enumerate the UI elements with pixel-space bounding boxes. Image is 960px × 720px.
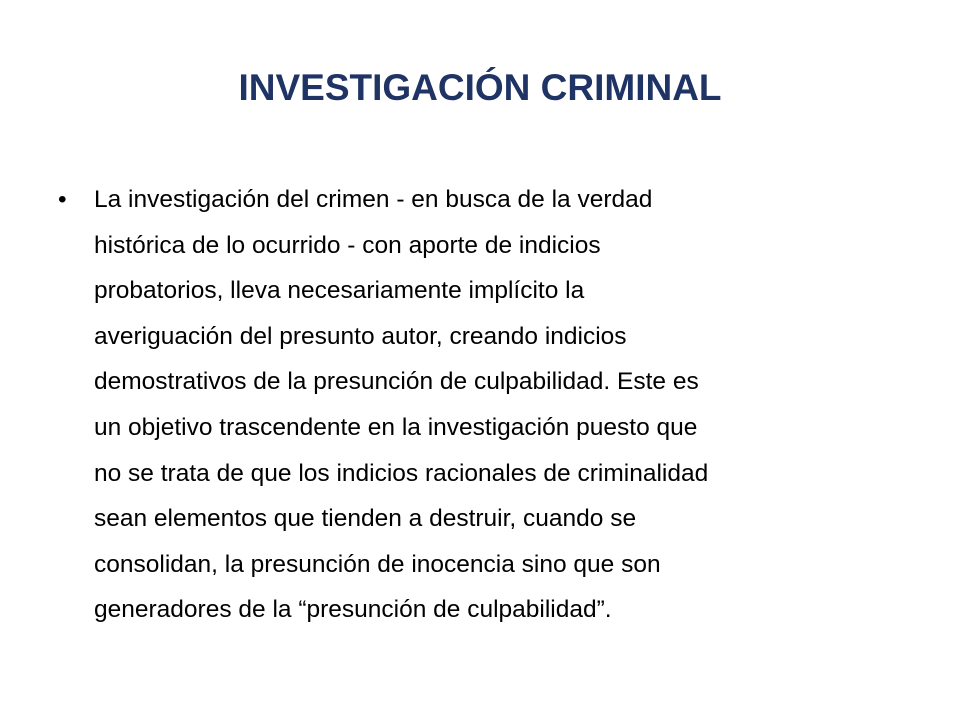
paragraph-line: demostrativos de la presunción de culpabilidad. Este es xyxy=(94,368,699,396)
paragraph-line: histórica de lo ocurrido - con aporte de indicios xyxy=(94,231,601,259)
paragraph-line: generadores de la “presunción de culpabilidad”. xyxy=(94,596,612,624)
paragraph-line: un objetivo trascendente en la investigación puesto que xyxy=(94,413,698,441)
bullet-marker: • xyxy=(58,186,67,213)
bullet-item xyxy=(58,177,908,633)
paragraph-line: no se trata de que los indicios racionales de criminalidad xyxy=(94,459,709,487)
slide-body xyxy=(58,177,908,633)
paragraph-line: probatorios, lleva necesariamente implícito la xyxy=(94,277,585,305)
paragraph-line: averiguación del presunto autor, creando indicios xyxy=(94,322,627,350)
slide-title: INVESTIGACIÓN CRIMINAL xyxy=(238,67,722,108)
paragraph-line: La investigación del crimen - en busca de la verdad xyxy=(94,186,653,213)
paragraph-line: consolidan, la presunción de inocencia sino que son xyxy=(94,550,661,578)
paragraph-line: sean elementos que tienden a destruir, cuando se xyxy=(94,505,637,533)
